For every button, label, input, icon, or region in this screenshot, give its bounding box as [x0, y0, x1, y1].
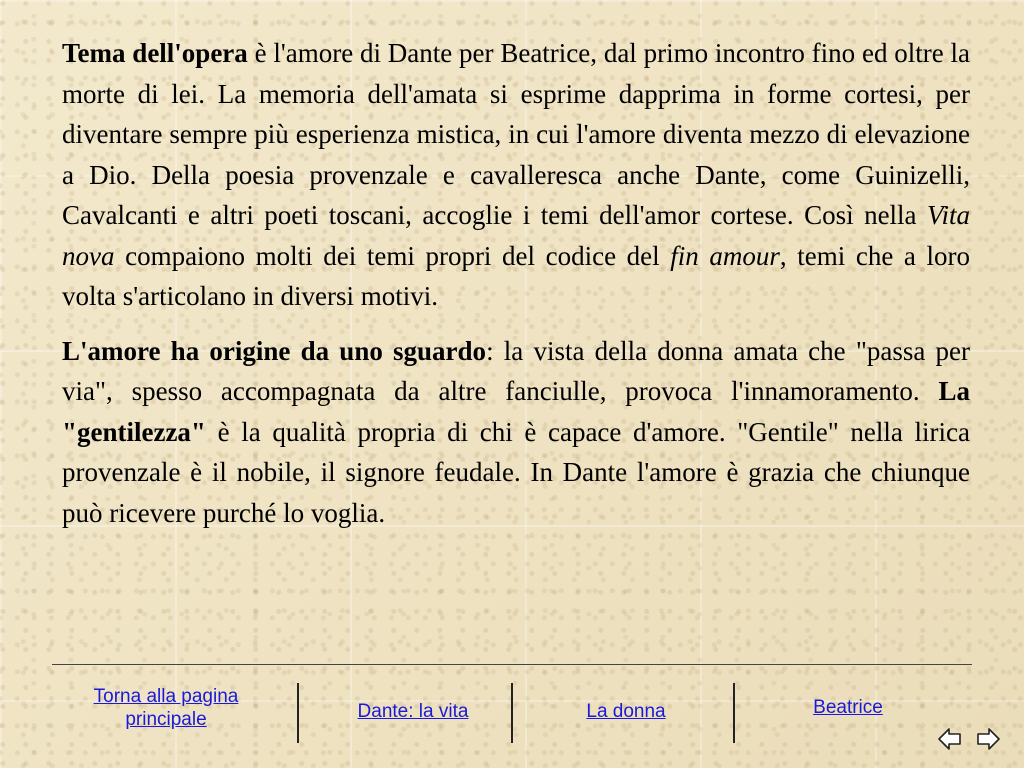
nav-separator [511, 683, 513, 743]
paragraph-sguardo [62, 331, 970, 534]
nav-separator [297, 683, 299, 743]
heading-tema: Tema dell'opera [62, 38, 248, 68]
home-link[interactable] [68, 685, 264, 731]
right-arrow-icon[interactable] [975, 726, 1001, 752]
paragraph-text: , temi che a loro volta s'articolano in diversi motivi. [62, 240, 971, 311]
la-donna-link[interactable]: La donna [586, 701, 666, 722]
heading-gentilezza: La "gentilezza" [62, 376, 970, 447]
paragraph-text: compaiono molti dei temi propri del codice del [114, 240, 671, 271]
title-vita-nova: Vita nova [62, 200, 970, 271]
main-text [62, 33, 970, 533]
paragraph-text: è la qualità propria di chi è capace d'amore. "Gentile" nella lirica provenzale è il nobile, il signore feudale. In Dante l'amore è grazia che chiunque può ricevere purché lo voglia. [62, 416, 970, 528]
paragraph-tema [62, 33, 970, 317]
left-arrow-icon[interactable] [937, 726, 963, 752]
beatrice-link[interactable]: Beatrice [813, 697, 883, 718]
home-link-line2: principale [125, 709, 207, 730]
home-link-line1: Torna alla pagina [93, 686, 239, 707]
divider-line [52, 664, 972, 665]
term-fin-amour: fin amour [670, 240, 780, 271]
nav-home [68, 685, 264, 747]
nav-donna [556, 700, 696, 762]
nav-separator [733, 683, 735, 743]
heading-sguardo: L'amore ha origine da uno sguardo [62, 335, 487, 366]
nav-vita [330, 700, 496, 762]
dante-vita-link[interactable]: Dante: la vita [357, 701, 469, 722]
paragraph-text: : la vista della donna amata che "passa per via", spesso accompagnata da altre fanciulle, provoca l'innamoramento. [62, 335, 970, 406]
nav-beatrice [786, 696, 910, 758]
paragraph-text: è l'amore di Dante per Beatrice, dal primo incontro fino ed oltre la morte di lei. La memoria dell'amata si esprime dapprima in forme cortesi, per diventare sempre più esperienza mistica, in cui l'amore diventa mezzo di elevazione a Dio. Della poesia provenzale e cavalleresca anche Dante, come Guinizelli, Cavalcanti e altri poeti toscani, accoglie i temi dell'amor cortese. Così nella [62, 38, 970, 230]
